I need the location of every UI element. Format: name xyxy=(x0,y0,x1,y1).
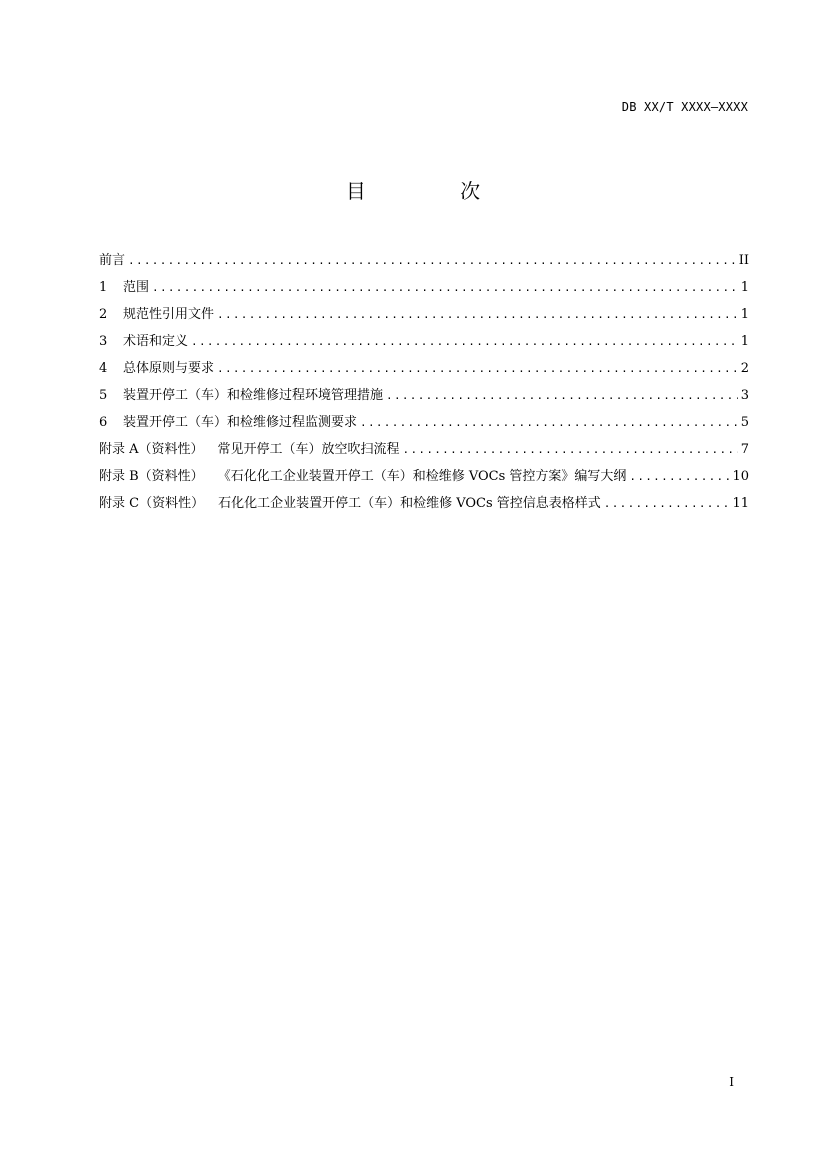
toc-dot-leader xyxy=(386,387,738,405)
toc-entry-foreword[interactable] xyxy=(99,252,749,279)
toc-dot-leader xyxy=(128,252,736,270)
toc-entry-text: 装置开停工（车）和检维修过程环境管理措施 xyxy=(123,388,384,403)
toc-dot-leader xyxy=(360,414,738,432)
toc-entry-label xyxy=(99,360,214,378)
toc-entry-page: II xyxy=(738,253,749,268)
toc-entry-number: 6 xyxy=(99,415,108,430)
toc-entry-number: 4 xyxy=(99,361,108,376)
toc-entry-appendix-a[interactable] xyxy=(99,441,749,468)
page-number: I xyxy=(729,1075,734,1089)
toc-entry-text: 装置开停工（车）和检维修过程监测要求 xyxy=(123,415,358,430)
toc-entry-text: 术语和定义 xyxy=(123,334,189,349)
toc-entry-page: 2 xyxy=(740,361,749,376)
toc-entry-label xyxy=(99,306,214,324)
toc-entry-scope[interactable] xyxy=(99,279,749,306)
toc-entry-label xyxy=(99,252,125,270)
toc-entry-label xyxy=(99,279,149,297)
toc-entry-text: 规范性引用文件 xyxy=(123,307,215,322)
toc-dot-leader xyxy=(629,468,729,486)
toc-entry-page: 7 xyxy=(740,442,749,457)
toc-entry-label xyxy=(99,414,357,432)
toc-entry-text: 《石化化工企业装置开停工（车）和检维修 VOCs 管控方案》编写大纲 xyxy=(217,469,627,484)
toc-appendix-prefix: 附录 A（资料性） xyxy=(99,442,204,457)
table-of-contents xyxy=(99,252,749,522)
toc-dot-leader xyxy=(604,495,730,513)
toc-entry-terms-definitions[interactable] xyxy=(99,333,749,360)
toc-entry-page: 1 xyxy=(740,307,749,322)
toc-entry-label xyxy=(99,387,383,405)
toc-entry-label xyxy=(99,468,626,486)
toc-entry-page: 5 xyxy=(740,415,749,430)
toc-entry-page: 1 xyxy=(740,334,749,349)
toc-entry-number: 3 xyxy=(99,334,108,349)
toc-entry-text: 总体原则与要求 xyxy=(123,361,215,376)
toc-entry-text: 范围 xyxy=(123,280,150,295)
toc-appendix-prefix: 附录 B（资料性） xyxy=(99,469,204,484)
toc-dot-leader xyxy=(191,333,738,351)
toc-entry-label xyxy=(99,495,601,513)
toc-entry-number: 2 xyxy=(99,307,108,322)
toc-entry-label xyxy=(99,333,188,351)
toc-entry-appendix-b[interactable] xyxy=(99,468,749,495)
toc-dot-leader xyxy=(217,306,738,324)
toc-entry-number: 5 xyxy=(99,388,108,403)
toc-entry-normative-references[interactable] xyxy=(99,306,749,333)
page-title: 目 次 xyxy=(345,179,525,203)
toc-entry-label xyxy=(99,441,400,459)
toc-entry-number: 1 xyxy=(99,280,108,295)
toc-entry-management-measures[interactable] xyxy=(99,387,749,414)
document-code: DB XX/T XXXX—XXXX xyxy=(621,100,748,114)
toc-appendix-prefix: 附录 C（资料性） xyxy=(99,496,205,511)
toc-dot-leader xyxy=(403,441,738,459)
toc-entry-monitoring-requirements[interactable] xyxy=(99,414,749,441)
toc-dot-leader xyxy=(217,360,738,378)
toc-entry-text: 石化化工企业装置开停工（车）和检维修 VOCs 管控信息表格样式 xyxy=(218,496,601,511)
toc-entry-page: 3 xyxy=(740,388,749,403)
toc-entry-text: 常见开停工（车）放空吹扫流程 xyxy=(217,442,400,457)
toc-dot-leader xyxy=(152,279,738,297)
toc-entry-page: 11 xyxy=(732,496,749,511)
toc-entry-general-principles[interactable] xyxy=(99,360,749,387)
toc-entry-appendix-c[interactable] xyxy=(99,495,749,522)
toc-entry-page: 1 xyxy=(740,280,749,295)
toc-entry-text: 前言 xyxy=(99,253,126,268)
toc-entry-page: 10 xyxy=(732,469,749,484)
